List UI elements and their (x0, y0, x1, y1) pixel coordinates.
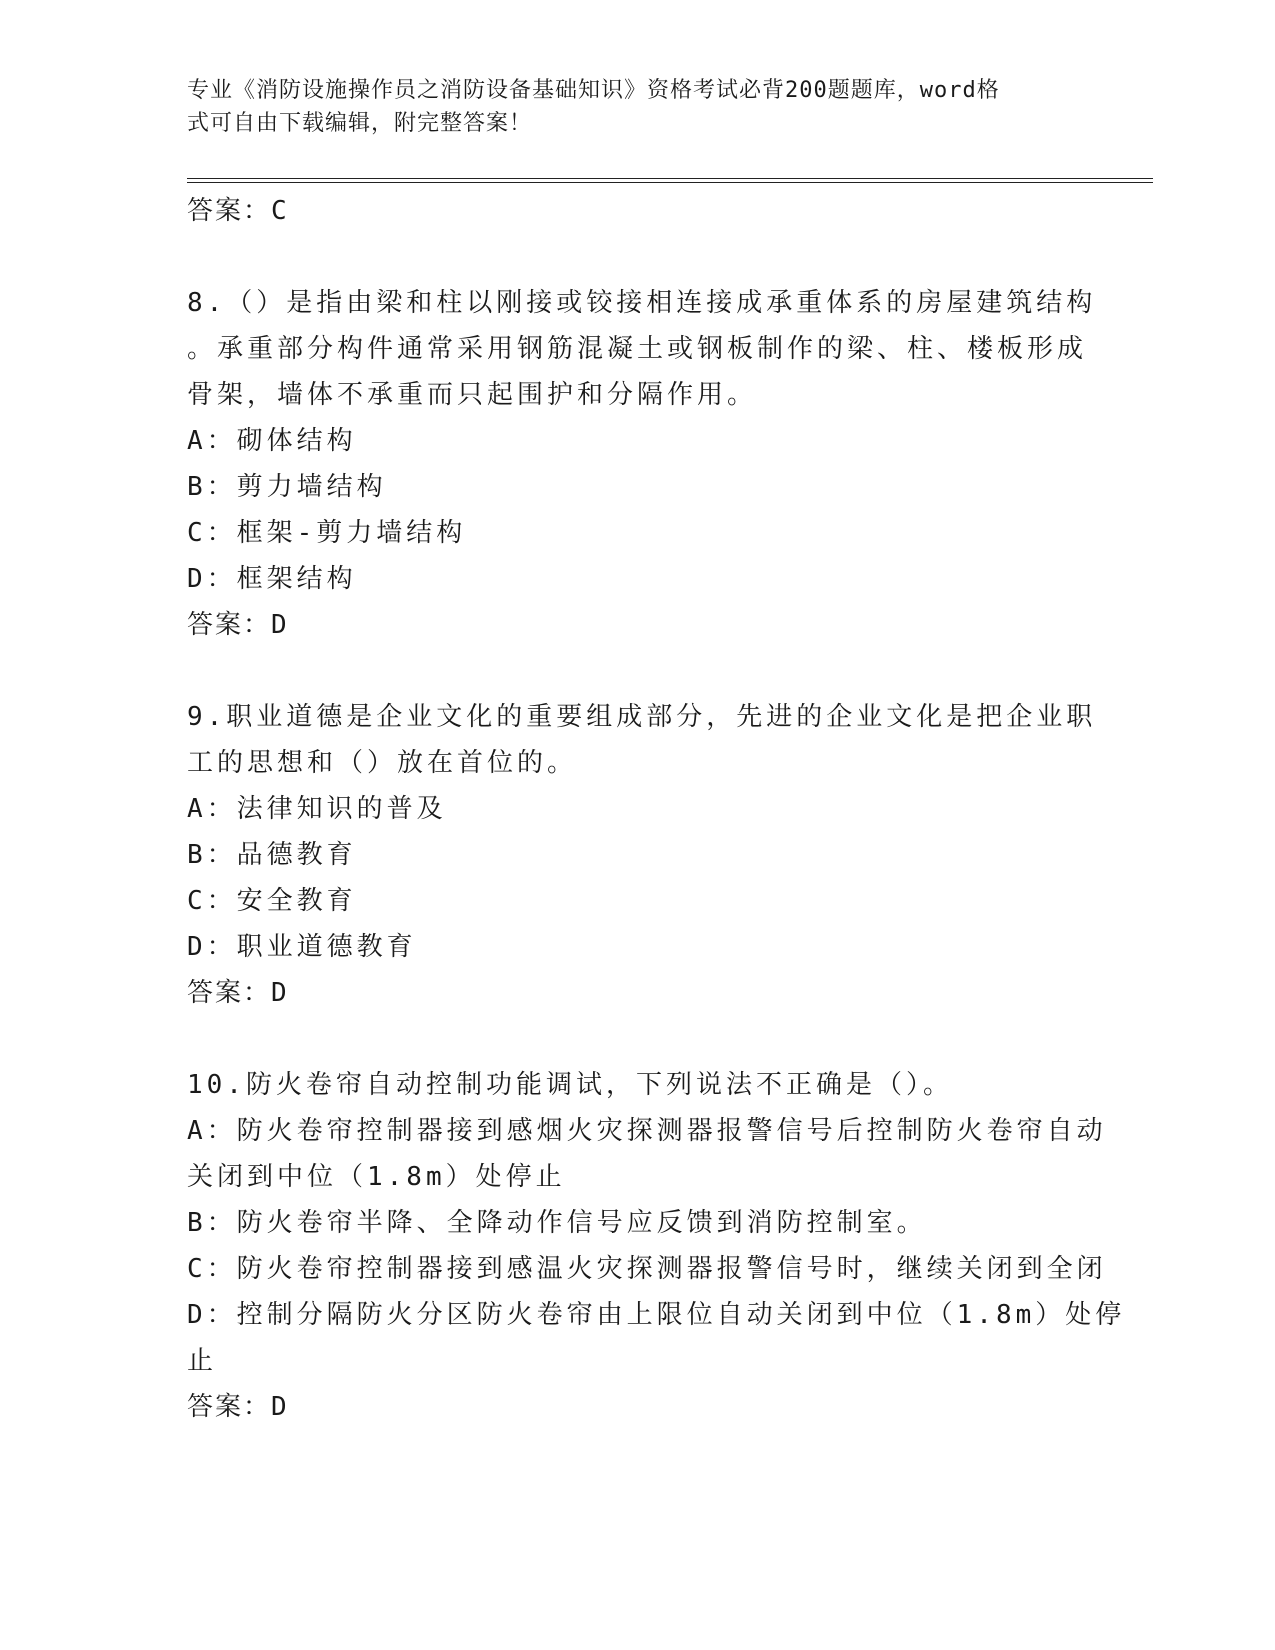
option-a: A：砌体结构 (187, 426, 357, 456)
option-d: D：职业道德教育 (187, 932, 417, 962)
option-c: C：安全教育 (187, 886, 357, 916)
option-c: C：框架-剪力墙结构 (187, 518, 467, 548)
option-b: B：剪力墙结构 (187, 472, 387, 502)
option-c: C：防火卷帘控制器接到感温火灾探测器报警信号时，继续关闭到全闭 (187, 1254, 1107, 1284)
header-line-2: 式可自由下载编辑，附完整答案！ (187, 111, 533, 136)
question-stem-line: 工的思想和（）放在首位的。 (187, 748, 578, 778)
question-list (187, 188, 1126, 1430)
question-9 (187, 694, 1097, 1016)
answer-line: 答案：D (187, 978, 289, 1008)
header-line-1: 专业《消防设施操作员之消防设备基础知识》资格考试必背200题题库，word格 (187, 78, 1000, 103)
answer-line: 答案：C (187, 196, 289, 226)
question-stem-line: 骨架，墙体不承重而只起围护和分隔作用。 (187, 380, 758, 410)
option-a: A：防火卷帘控制器接到感烟火灾探测器报警信号后控制防火卷帘自动 (187, 1116, 1107, 1146)
question-spacer (187, 1016, 1077, 1062)
question-spacer (187, 234, 1077, 280)
question-stem-line: 。承重部分构件通常采用钢筋混凝土或钢板制作的梁、柱、楼板形成 (187, 334, 1088, 364)
question-stem-line: 8.（）是指由梁和柱以刚接或铰接相连接成承重体系的房屋建筑结构 (187, 288, 1097, 318)
option-a-continued: 关闭到中位（1.8m）处停止 (187, 1162, 566, 1192)
answer-line: 答案：D (187, 1392, 289, 1422)
option-b: B：品德教育 (187, 840, 357, 870)
answer-line: 答案：D (187, 610, 289, 640)
option-d: D：框架结构 (187, 564, 357, 594)
question-10 (187, 1062, 1126, 1430)
option-d-continued: 止 (187, 1346, 218, 1376)
question-stem-line: 10.防火卷帘自动控制功能调试，下列说法不正确是（）。 (187, 1070, 953, 1100)
option-a: A：法律知识的普及 (187, 794, 447, 824)
question-spacer (187, 648, 1077, 694)
header-divider (187, 178, 1153, 183)
option-b: B：防火卷帘半降、全降动作信号应反馈到消防控制室。 (187, 1208, 927, 1238)
document-header (187, 74, 1087, 140)
option-d: D：控制分隔防火分区防火卷帘由上限位自动关闭到中位（1.8m）处停 (187, 1300, 1126, 1330)
question-8 (187, 280, 1097, 648)
question-stem-line: 9.职业道德是企业文化的重要组成部分，先进的企业文化是把企业职 (187, 702, 1097, 732)
